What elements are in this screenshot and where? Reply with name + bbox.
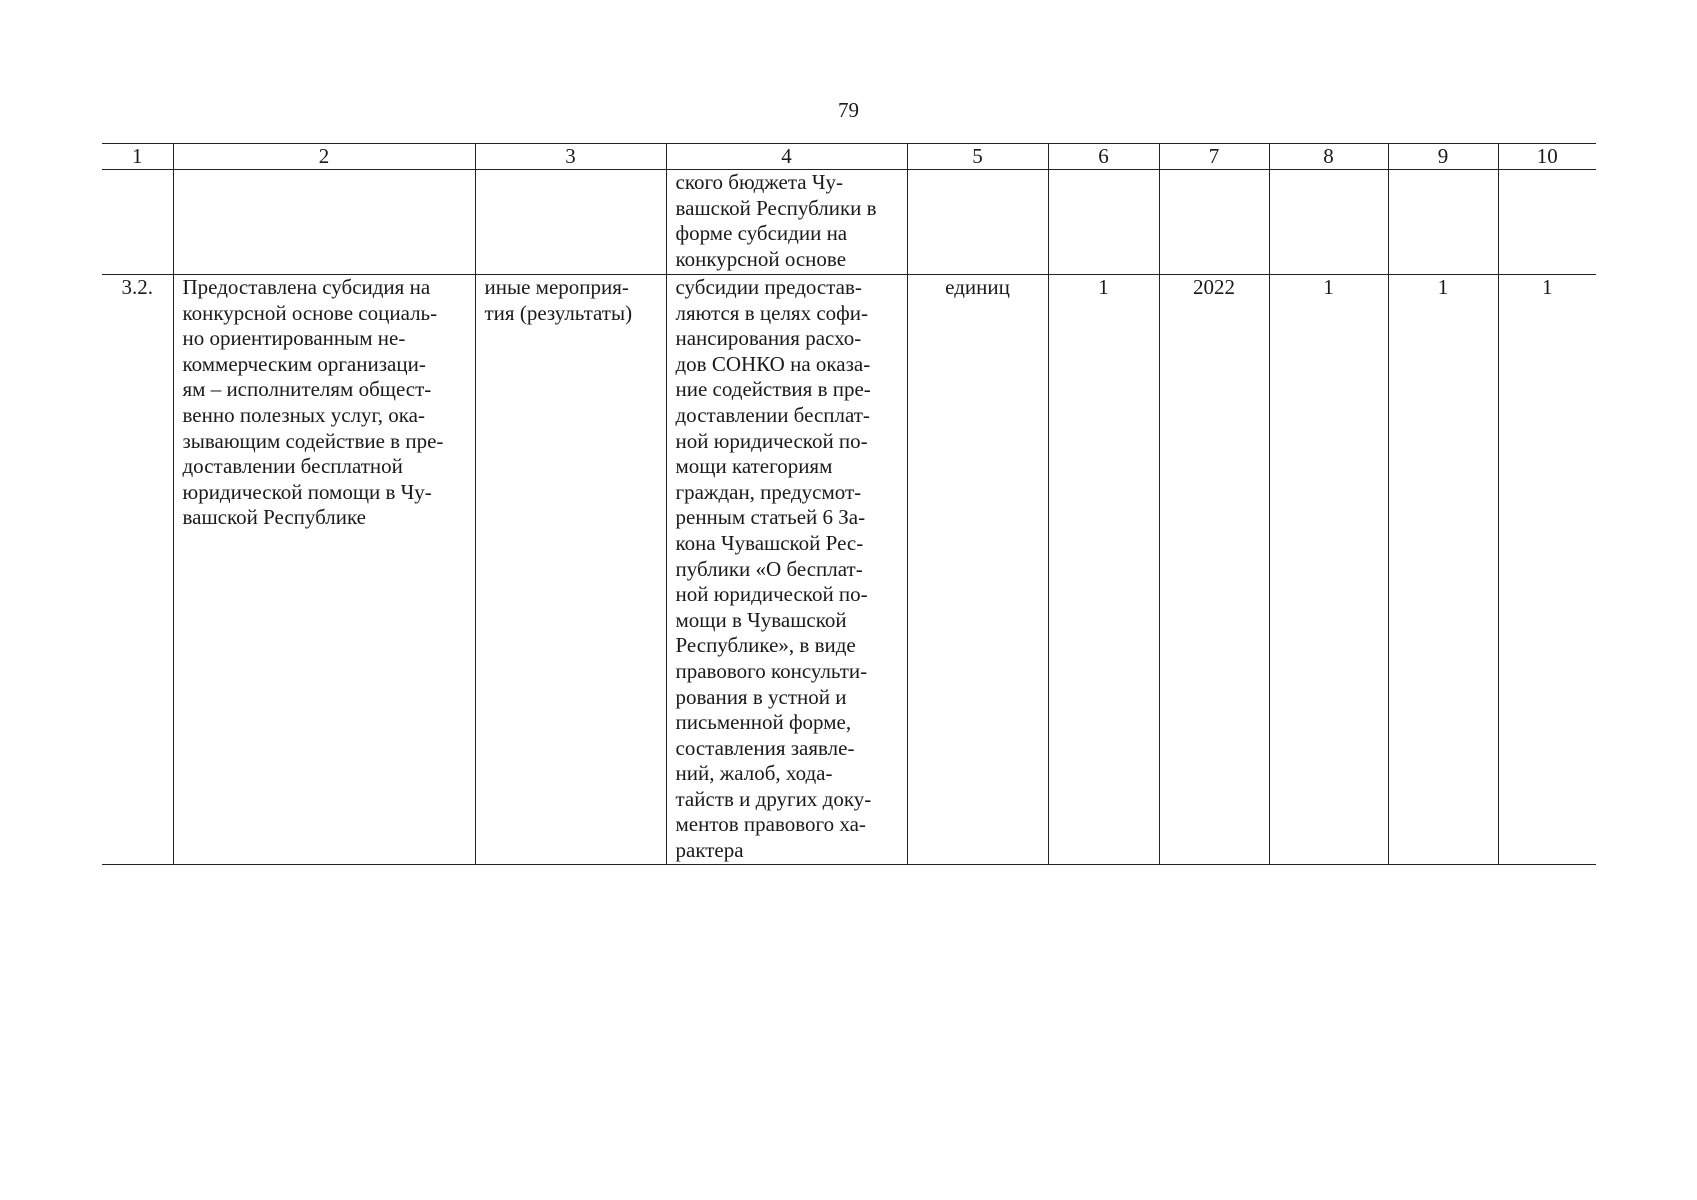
row-value-9-cell: 1	[1388, 275, 1498, 865]
column-number-5: 5	[907, 144, 1048, 170]
column-number-6: 6	[1048, 144, 1159, 170]
column-number-3: 3	[475, 144, 666, 170]
results-table	[102, 143, 1596, 865]
column-number-2: 2	[173, 144, 475, 170]
row-unit-cell: единиц	[907, 275, 1048, 865]
row-type-cell: иные мероприя- тия (результаты)	[475, 275, 666, 865]
row-number-cell: 3.2.	[102, 275, 173, 865]
continuation-cell-10	[1498, 170, 1596, 275]
row-value-8-cell: 1	[1269, 275, 1388, 865]
row-base-value-cell: 1	[1048, 275, 1159, 865]
column-number-4: 4	[666, 144, 907, 170]
page-number: 79	[838, 98, 859, 122]
column-number-7: 7	[1159, 144, 1269, 170]
table-row	[102, 275, 1596, 865]
row-name-cell: Предоставлена субсидия на конкурсной основе социаль- но ориентированным не- коммерческим организаци- ям – исполнителям общест- венно полезных услуг, ока- зывающим содействие в пре- доставлении бесплатной юридической помощи в Чу- вашской Республике	[173, 275, 475, 865]
continuation-cell-1	[102, 170, 173, 275]
continuation-description-cell: ского бюджета Чу- вашской Республики в форме субсидии на конкурсной основе	[666, 170, 907, 275]
column-number-row	[102, 144, 1596, 170]
continuation-cell-9	[1388, 170, 1498, 275]
column-number-9: 9	[1388, 144, 1498, 170]
row-description-cell: субсидии предостав- ляются в целях софи- нансирования расхо- дов СОНКО на оказа- ние содействия в пре- доставлении бесплат- ной юридической по- мощи категориям граждан, предусмот- ренным статьей 6 За- кона Чувашской Рес- публики «О бесплат- ной юридической по- мощи в Чувашской Республике», в виде правового консульти- рования в устной и письменной форме, составления заявле- ний, жалоб, хода- тайств и других доку- ментов правового ха- рактера	[666, 275, 907, 865]
continuation-cell-5	[907, 170, 1048, 275]
column-number-1: 1	[102, 144, 173, 170]
continuation-cell-7	[1159, 170, 1269, 275]
continuation-cell-3	[475, 170, 666, 275]
continuation-cell-8	[1269, 170, 1388, 275]
column-number-10: 10	[1498, 144, 1596, 170]
continuation-cell-2	[173, 170, 475, 275]
row-base-year-cell: 2022	[1159, 275, 1269, 865]
row-value-10-cell: 1	[1498, 275, 1596, 865]
continuation-cell-6	[1048, 170, 1159, 275]
column-number-8: 8	[1269, 144, 1388, 170]
continuation-row	[102, 170, 1596, 275]
